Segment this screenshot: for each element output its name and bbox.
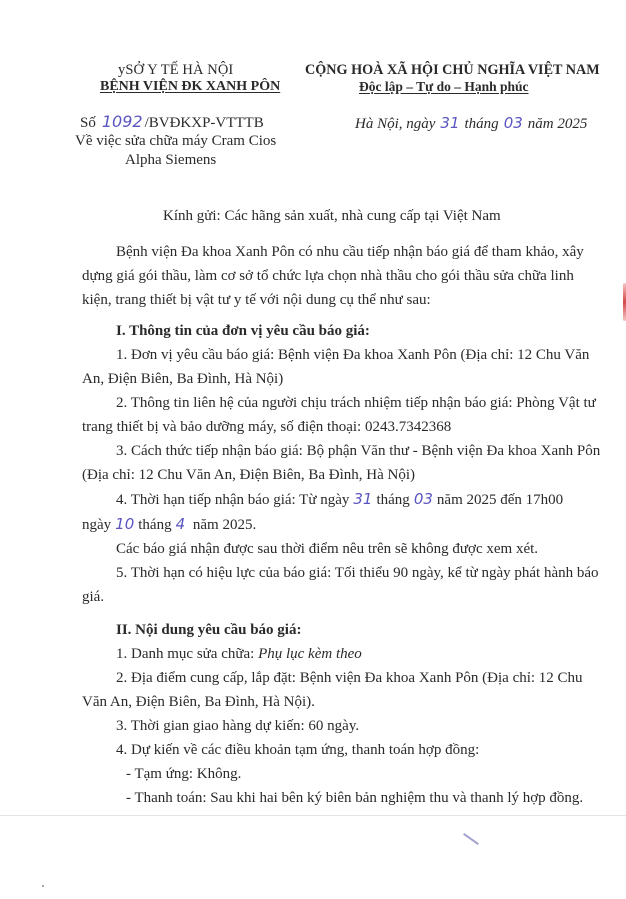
item-4-text-5: năm 2025. — [189, 517, 257, 533]
section-1-item-1: 1. Đơn vị yêu cầu báo giá: Bệnh viện Đa khoa Xanh Pôn (Địa chỉ: 12 Chu Văn An, Điện Biên, Ba Đình, Hà Nội) — [82, 347, 590, 387]
national-motto: Độc lập – Tự do – Hạnh phúc — [359, 79, 529, 94]
section-1-heading: I. Thông tin của đơn vị yêu cầu báo giá: — [116, 323, 370, 339]
item-4-text-3: năm 2025 đến 17h00 ngày — [82, 492, 564, 533]
item-4-text-1: 4. Thời hạn tiếp nhận báo giá: Từ ngày — [116, 492, 350, 508]
nation-title: CỘNG HOÀ XÃ HỘI CHỦ NGHĨA VIỆT NAM — [305, 62, 600, 78]
page-separator — [0, 815, 626, 816]
item-4-text-4: tháng — [138, 517, 172, 533]
handwritten-day: 31 — [440, 114, 460, 132]
section-1-note: Các báo giá nhận được sau thời điểm nêu trên sẽ không được xem xét. — [116, 541, 539, 557]
subject-line-1: Về việc sửa chữa máy Cram Cios — [75, 133, 277, 149]
date-year: năm 2025 — [527, 116, 588, 132]
issue-date — [355, 114, 587, 133]
date-month-label: tháng — [464, 116, 499, 132]
document-number — [80, 112, 264, 132]
greeting: Kính gửi: Các hãng sản xuất, nhà cung cấp tại Việt Nam — [163, 208, 501, 224]
section-1-item-4 — [82, 487, 602, 537]
handwritten-month: 03 — [503, 114, 523, 132]
intro-paragraph — [82, 240, 602, 312]
handwritten-to-day: 10 — [115, 515, 135, 533]
section-1 — [82, 319, 602, 609]
handwritten-number: 1092 — [101, 112, 143, 131]
section-1-item-2: 2. Thông tin liên hệ của người chịu trách nhiệm tiếp nhận báo giá: Phòng Vật tư trang thiết bị và bảo dưỡng máy, số điện thoại: 0243.7342368 — [82, 395, 596, 435]
handwritten-from-day: 31 — [353, 490, 373, 508]
hospital-name: BỆNH VIỆN ĐK XANH PÔN — [100, 79, 281, 94]
handwritten-to-month: 4 — [175, 515, 186, 533]
section-2-item-2: 2. Địa điểm cung cấp, lắp đặt: Bệnh viện Đa khoa Xanh Pôn (Địa chỉ: 12 Chu Văn An, Điện Biên, Ba Đình, Hà Nội). — [82, 670, 583, 710]
section-1-item-5: 5. Thời hạn có hiệu lực của báo giá: Tối thiểu 90 ngày, kể từ ngày phát hành báo giá. — [82, 565, 599, 605]
item-1-value: Phụ lục kèm theo — [258, 646, 362, 662]
advance-payment-term: - Tạm ứng: Không. — [126, 766, 242, 782]
item-4-text-2: tháng — [376, 492, 410, 508]
section-2-item-4: 4. Dự kiến về các điều khoản tạm ứng, thanh toán hợp đồng: — [116, 742, 480, 758]
section-2-item-3: 3. Thời gian giao hàng dự kiến: 60 ngày. — [116, 718, 360, 734]
pen-stroke-mark — [463, 833, 479, 845]
item-1-label: 1. Danh mục sửa chữa: — [116, 646, 259, 662]
date-place: Hà Nội, ngày — [355, 116, 436, 132]
ministry-name: ySỞ Y TẾ HÀ NỘI — [118, 62, 234, 78]
section-2 — [82, 618, 602, 810]
intro-text: Bệnh viện Đa khoa Xanh Pôn có nhu cầu tiếp nhận báo giá để tham khảo, xây dựng giá gói thầu, làm cơ sở tổ chức lựa chọn nhà thầu cho gói thầu sửa chữa linh kiện, trang thiết bị vật tư y tế với nội dung cụ thể như sau: — [82, 244, 584, 308]
payment-term: - Thanh toán: Sau khi hai bên ký biên bản nghiệm thu và thanh lý hợp đồng. — [126, 790, 584, 806]
section-2-item-1 — [82, 642, 602, 666]
number-prefix: Số — [80, 115, 96, 131]
scan-dot — [42, 885, 44, 887]
number-suffix: /BVĐKXP-VTTTB — [144, 115, 264, 131]
section-1-item-3: 3. Cách thức tiếp nhận báo giá: Bộ phận Văn thư - Bệnh viện Đa khoa Xanh Pôn (Địa chỉ: 12 Chu Văn An, Điện Biên, Ba Đình, Hà Nội) — [82, 443, 601, 483]
handwritten-from-month: 03 — [413, 490, 433, 508]
section-2-heading: II. Nội dung yêu cầu báo giá: — [116, 622, 302, 638]
subject-line-2: Alpha Siemens — [125, 152, 217, 168]
